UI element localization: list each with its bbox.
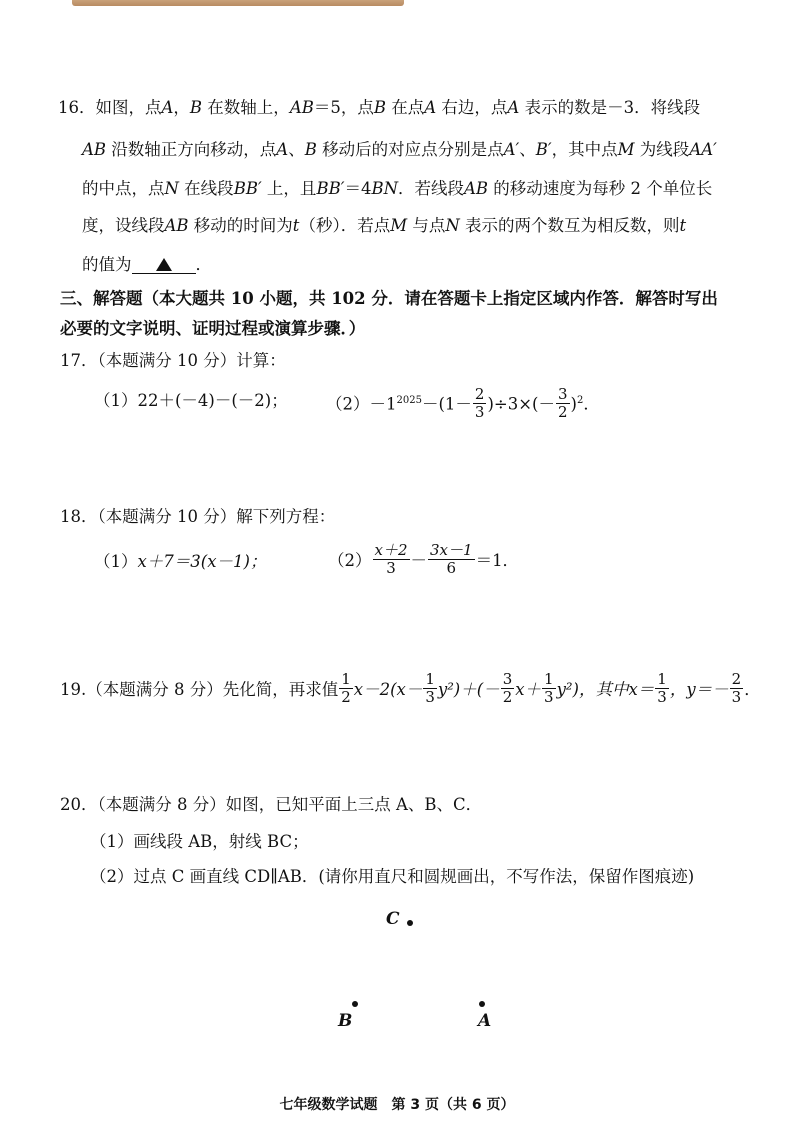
page-footer: 七年级数学试题 第 3 页（共 6 页） [279,1097,515,1113]
q16-line-2: AB 沿数轴正方向移动，点A、B 移动后的对应点分别是点A′、B′，其中点M 为线段AA′ [82,140,717,159]
fraction: $\frac{2}{3}$ [731,670,742,706]
q18-title: 18．（本题满分 10 分）解下列方程： [60,507,336,526]
q18-part-1: （1）x＋7＝3(x－1)； [94,552,267,571]
q20-title: 20．（本题满分 8 分）如图，已知平面上三点 A、B、C． [60,795,483,814]
fraction: $\frac{2}{3}$ [474,384,485,421]
q17-title: 17．（本题满分 10 分）计算： [60,351,286,370]
point-b-dot [352,1001,358,1007]
point-b-label: B [338,1011,353,1031]
q20-part-1: （1）画线段 AB，射线 BC； [90,832,309,851]
q16-line-1: 16．如图，点A，B 在数轴上，AB＝5，点B 在点A 右边，点A 表示的数是－3．将线段 [58,98,701,117]
q17-part-1: （1）22＋(－4)－(－2)； [94,391,288,410]
fraction: $\frac{1}{3}$ [425,670,435,706]
triangle-marker-icon [156,258,172,271]
q16-line-4: 度，设线段AB 移动的时间为t（秒）．若点M 与点N 表示的两个数互为相反数，则t [82,216,687,235]
point-c-dot [407,920,413,926]
point-a-dot [479,1001,485,1007]
q16-line-5: 的值为 ． [82,255,212,274]
point-a-label: A [478,1011,492,1031]
q17-part-2: $(2)-1^{2025}-(1-$ $\frac{2}{3}$ )÷3×(－ $\frac{3}{2}$ )$^2$． [326,384,600,421]
point-c-label: C [386,909,400,929]
fraction: $\frac{x+2}{3}$ [374,541,408,577]
top-edge-rule [72,0,404,6]
section3-header-line-2: 必要的文字说明、证明过程或演算步骤．） [60,319,366,338]
q16-line-3: 的中点，点N 在线段BB′ 上，且BB′＝4BN．若线段AB 的移动速度为每秒 2 个单位长 [82,179,713,198]
q20-part-2: （2）过点 C 画直线 CD∥AB．(请你用直尺和圆规画出，不写作法，保留作图痕迹) [90,867,695,886]
section3-header-line-1: 三、解答题（本大题共 10 小题，共 102 分．请在答题卡上指定区域内作答．解答时写出 [60,289,718,308]
q18-part-2: （2） $\frac{x+2}{3}$ － $\frac{3x-1}{6}$ ＝1． [328,541,520,577]
answer-blank[interactable] [132,257,196,274]
fraction: $\frac{3}{2}$ [557,384,568,421]
q19-line: 19.（本题满分 8 分）先化简，再求值 $\frac{1}{2}$ x－2(x－ $\frac{1}{3}$ y²)＋(－ $\frac{3}{2}$ x＋ $\frac{1}{3}$ y²)，其中x＝ $\frac{1}{3}$ ，y＝－ $\frac{2}{3}$ ． [60,670,761,706]
fraction: $\frac{1}{3}$ [657,670,667,706]
fraction: $\frac{3x-1}{6}$ [430,541,473,577]
fraction: $\frac{1}{2}$ [341,670,351,706]
fraction: $\frac{3}{2}$ [502,670,513,706]
fraction: $\frac{1}{3}$ [544,670,554,706]
